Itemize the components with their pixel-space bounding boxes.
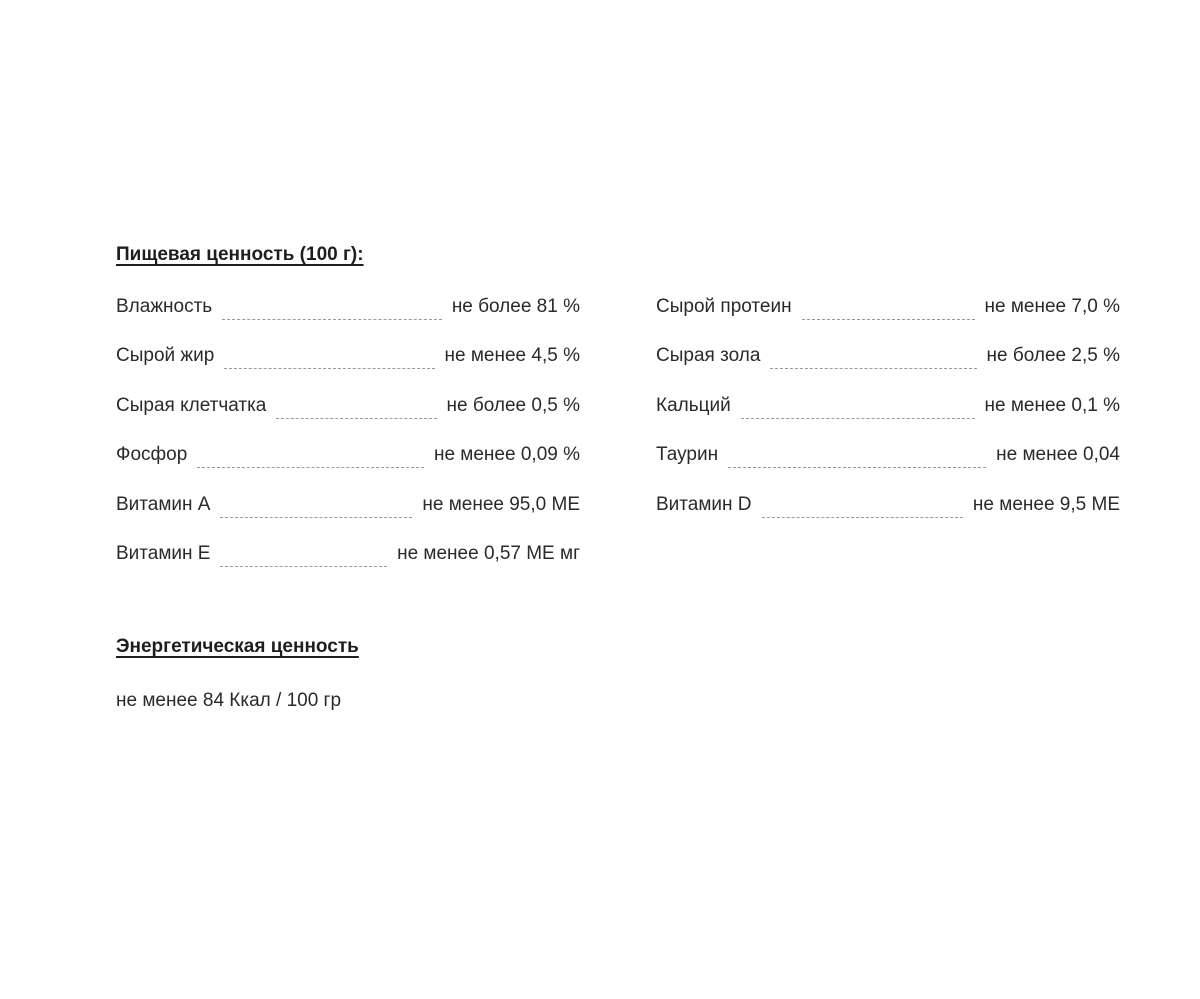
nutrition-section-title: Пищевая ценность (100 г): <box>116 244 364 265</box>
dotted-leader <box>741 418 975 419</box>
nutrient-value: не более 2,5 % <box>986 345 1120 367</box>
nutrient-row-vitamin-d <box>656 494 1120 543</box>
nutrient-value: не менее 7,0 % <box>984 296 1120 317</box>
nutrient-label: Витамин D <box>656 493 752 515</box>
energy-value: не менее 84 Ккал / 100 гр <box>116 690 342 711</box>
nutrient-row-phosphorus <box>116 444 580 493</box>
nutrient-label: Сырая зола <box>656 345 761 367</box>
dotted-leader <box>222 319 442 320</box>
nutrition-right-column <box>656 296 1120 543</box>
dotted-leader <box>728 467 986 468</box>
nutrient-label: Кальций <box>656 394 731 416</box>
nutrient-label: Таурин <box>656 444 719 466</box>
nutrient-value: не менее 0,04 <box>996 444 1120 466</box>
dotted-leader <box>276 418 436 419</box>
dotted-leader <box>762 517 963 518</box>
nutrient-row-crude-protein <box>656 296 1120 345</box>
nutrient-label: Влажность <box>116 296 213 317</box>
nutrient-value: не менее 0,09 % <box>433 444 580 466</box>
nutrient-label: Сырой протеин <box>656 296 792 317</box>
dotted-leader <box>802 319 975 320</box>
nutrient-value: не менее 0,57 МЕ мг <box>397 542 580 564</box>
nutrient-value: не менее 4,5 % <box>444 345 580 367</box>
dotted-leader <box>770 368 976 369</box>
nutrient-label: Фосфор <box>116 444 188 466</box>
dotted-leader <box>197 467 424 468</box>
nutrient-value: не менее 95,0 МЕ <box>422 493 580 515</box>
energy-section-title: Энергетическая ценность <box>116 636 359 657</box>
nutrient-row-vitamin-a <box>116 494 580 543</box>
dotted-leader <box>220 517 412 518</box>
nutrient-label: Витамин А <box>116 493 211 515</box>
dotted-leader <box>220 566 387 567</box>
nutrient-row-vitamin-e <box>116 543 580 592</box>
nutrient-label: Витамин Е <box>116 542 211 564</box>
nutrient-value: не менее 0,1 % <box>984 394 1120 416</box>
nutrient-row-taurine <box>656 444 1120 493</box>
nutrient-label: Сырой жир <box>116 345 215 367</box>
nutrient-row-calcium <box>656 395 1120 444</box>
nutrient-row-crude-fat <box>116 345 580 394</box>
nutrient-value: не более 81 % <box>451 296 580 317</box>
nutrient-row-moisture <box>116 296 580 345</box>
nutrition-left-column <box>116 296 580 592</box>
nutrient-value: не более 0,5 % <box>446 394 580 416</box>
dotted-leader <box>224 368 434 369</box>
nutrient-value: не менее 9,5 МЕ <box>972 493 1120 515</box>
nutrient-label: Сырая клетчатка <box>116 394 267 416</box>
nutrient-row-crude-fiber <box>116 395 580 444</box>
nutrient-row-crude-ash <box>656 345 1120 394</box>
